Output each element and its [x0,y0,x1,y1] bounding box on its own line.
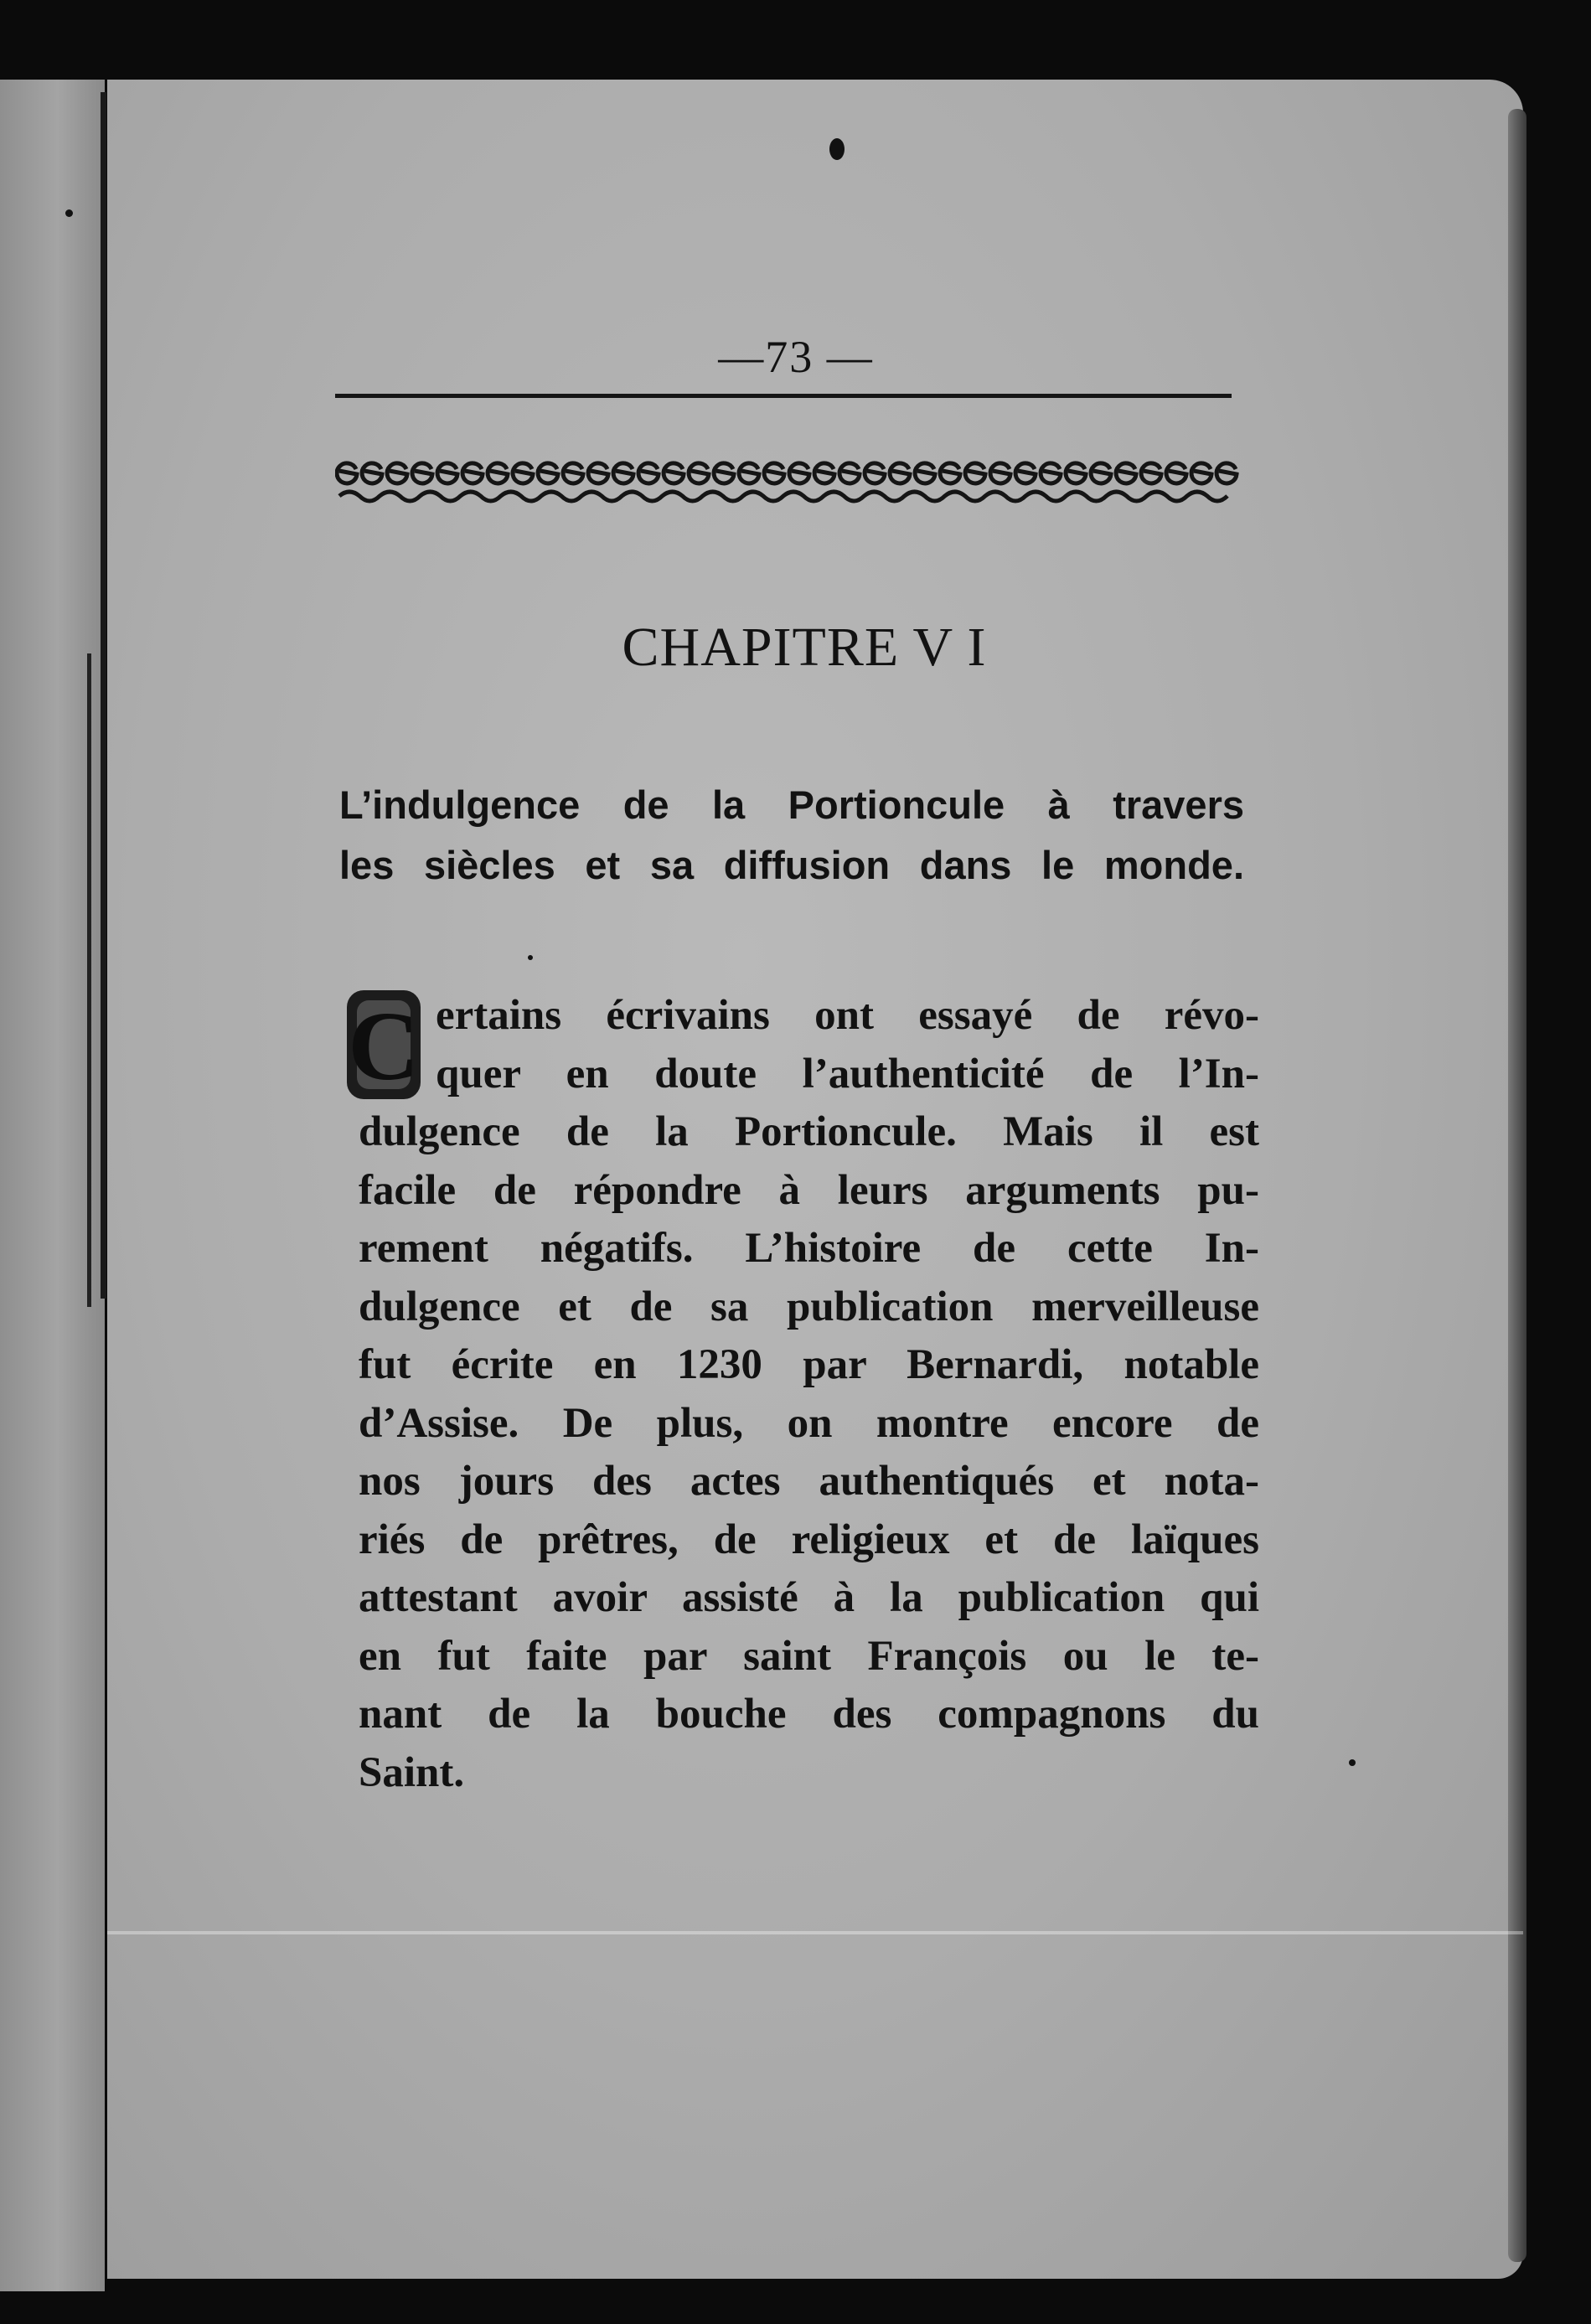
ink-speck [829,138,845,160]
ornament-scroll [714,463,734,483]
body-line: quer en doute l’authenticité de l’In- [436,1050,1259,1097]
ink-speck [1349,1759,1356,1766]
body-line: dulgence et de sa publication merveilleuse [359,1283,1259,1330]
header-rule [335,394,1232,398]
ornament-scroll [1091,463,1111,483]
fold-crease [107,1931,1523,1934]
body-line: fut écrite en 1230 par Bernardi, notable [359,1341,1259,1388]
subtitle-line: les siècles et sa diffusion dans le monde. [339,843,1244,887]
gutter-shadow [101,92,106,1299]
ornament-scroll [890,463,910,483]
body-line: Saint. [359,1748,465,1796]
ornament-scroll [362,463,382,483]
ornament-scroll [915,463,935,483]
body-line: dulgence de la Portioncule. Mais il est [359,1108,1259,1155]
subtitle-line: L’indulgence de la Portioncule à travers [339,782,1244,827]
ornament-scroll [1216,463,1237,483]
body-line: attestant avoir assisté à la publication qui [359,1574,1259,1621]
ornament-scroll [1116,463,1136,483]
ornament-scroll [839,463,860,483]
body-line: nos jours des actes authentiqués et nota- [359,1458,1259,1505]
ornament-scroll [664,463,684,483]
ornament-scroll [437,463,457,483]
ornament-scroll [462,463,483,483]
body-line: d’Assise. De plus, on montre encore de [359,1399,1259,1447]
body-line: ertains écrivains ont essayé de révo- [436,992,1259,1039]
ornament-scroll [638,463,659,483]
gutter-shadow-inner [87,653,91,1307]
ornament-scroll [513,463,533,483]
ornament-scroll [488,463,508,483]
page-edge [1508,109,1526,2262]
ornament-scroll [538,463,558,483]
ornament-scroll [337,463,357,483]
body-paragraph [359,987,1259,1802]
ornament-scroll [1166,463,1186,483]
ornament-scroll [412,463,432,483]
ornament-scroll [764,463,784,483]
ornament-scroll [1141,463,1161,483]
ornament-scroll [940,463,960,483]
ornament-scroll [865,463,885,483]
ornament-scroll [739,463,759,483]
ink-speck [528,955,533,960]
body-line: en fut faite par saint François ou le te- [359,1632,1259,1680]
ornament-scroll [563,463,583,483]
ink-speck [65,209,73,217]
ornament-scroll [1191,463,1211,483]
ornament-scroll [990,463,1010,483]
chapter-subtitle [339,775,1244,896]
page-number: —73 — [718,332,874,382]
body-line: rement négatifs. L’histoire de cette In- [359,1225,1259,1272]
ornament-scroll [588,463,608,483]
drop-cap-letter: C [348,991,420,1101]
ornament-scroll [814,463,834,483]
ornament-scroll [613,463,633,483]
body-line: riés de prêtres, de religieux et de laïques [359,1516,1259,1563]
ornament-scroll [1015,463,1036,483]
decorative-border-ornament [335,444,1240,511]
body-line: facile de répondre à leurs arguments pu- [359,1166,1259,1214]
chapter-title: CHAPITRE V I [622,617,987,678]
ornament-scroll [1066,463,1086,483]
ornament-scroll [965,463,985,483]
ornament-scroll [1041,463,1061,483]
ornament-scroll [387,463,407,483]
ornament-scroll [689,463,709,483]
body-line: nant de la bouche des compagnons du [359,1691,1259,1738]
ornament-scroll [789,463,809,483]
